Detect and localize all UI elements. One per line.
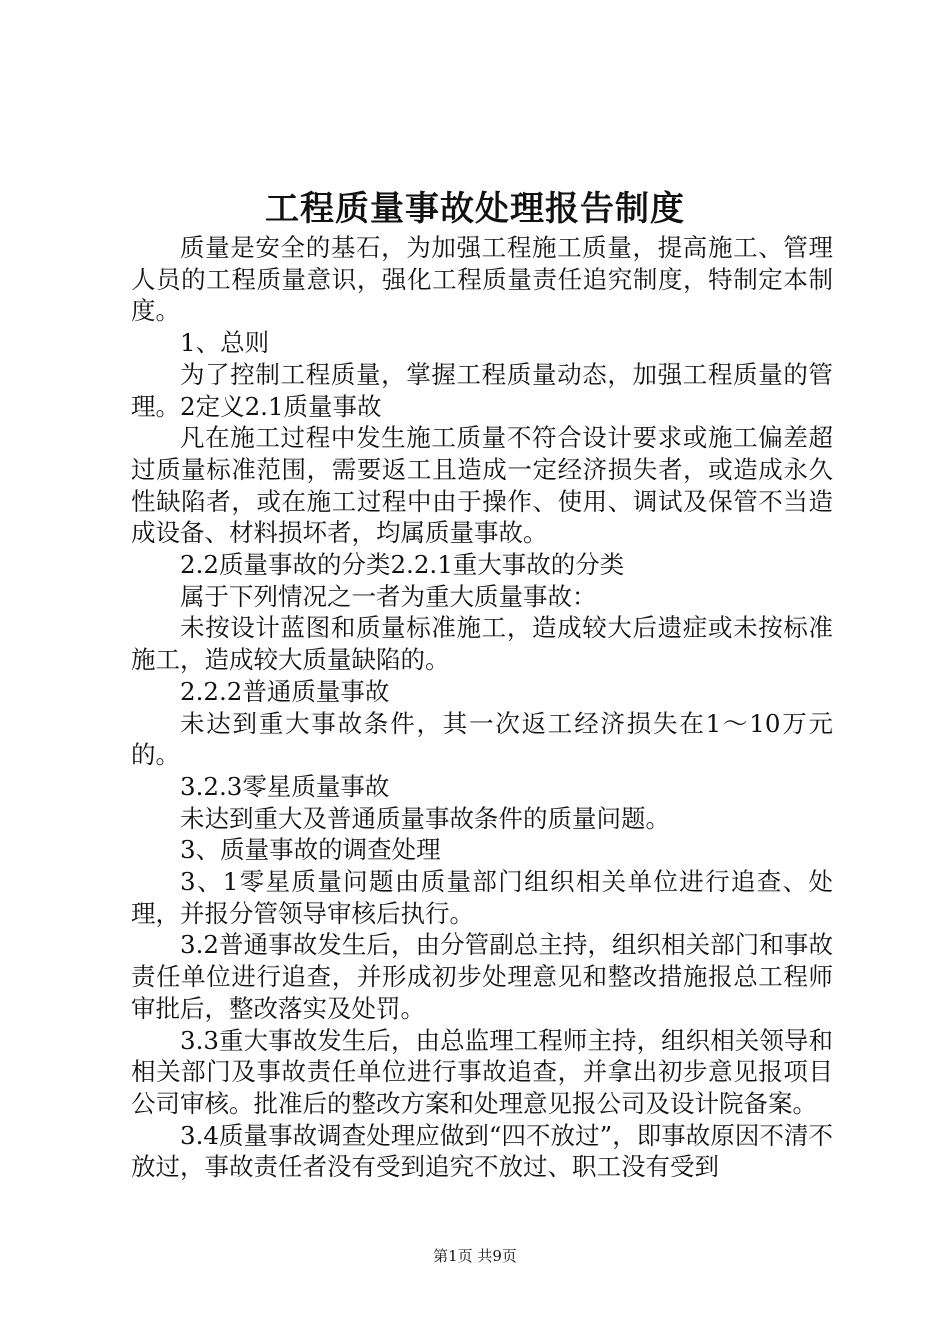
paragraph: 未达到重大事故条件，其一次返工经济损失在1～10万元的。 [131, 708, 833, 770]
paragraph: 未按设计蓝图和质量标准施工，造成较大后遗症或未按标准施工，造成较大质量缺陷的。 [131, 613, 833, 675]
page-number-footer: 第1页 共9页 [433, 1247, 517, 1265]
paragraph: 未达到重大及普通质量事故条件的质量问题。 [180, 803, 670, 833]
section-heading: 1、总则 [180, 328, 270, 358]
paragraph: 3.2普通事故发生后，由分管副总主持，组织相关部门和事故责任单位进行追查，并形成初步处理意见和整改措施报总工程师审批后，整改落实及处罚。 [131, 930, 833, 1023]
document-title: 工程质量事故处理报告制度 [265, 189, 685, 229]
paragraph: 3.4质量事故调查处理应做到“四不放过”，即事故原因不清不放过，事故责任者没有受到追究不放过、职工没有受到 [131, 1120, 833, 1182]
paragraph: 为了控制工程质量，掌握工程质量动态，加强工程质量的管理。2定义2.1质量事故 [131, 359, 833, 421]
paragraph: 3、1零星质量问题由质量部门组织相关单位进行追查、处理，并报分管领导审核后执行。 [131, 867, 833, 928]
paragraph: 凡在施工过程中发生施工质量不符合设计要求或施工偏差超过质量标准范围，需要返工且造成一定经济损失者，或造成永久性缺陷者，或在施工过程中由于操作、使用、调试及保管不当造成设备、材料损坏者，均属质量事故。 [131, 423, 833, 548]
section-heading: 3.2.3零星质量事故 [180, 771, 390, 801]
document-body [131, 232, 833, 1183]
paragraph: 3.3重大事故发生后，由总监理工程师主持，组织相关领导和相关部门及事故责任单位进行事故追查，并拿出初步意见报项目公司审核。批准后的整改方案和处理意见报公司及设计院备案。 [131, 1025, 833, 1118]
paragraph: 质量是安全的基石，为加强工程施工质量，提高施工、管理人员的工程质量意识，强化工程质量责任追究制度，特制定本制度。 [131, 233, 833, 326]
paragraph: 属于下列情况之一者为重大质量事故： [180, 581, 597, 611]
section-heading: 3、质量事故的调查处理 [180, 835, 441, 865]
section-heading: 2.2.2普通质量事故 [180, 676, 390, 706]
section-heading: 2.2质量事故的分类2.2.1重大事故的分类 [180, 550, 625, 580]
